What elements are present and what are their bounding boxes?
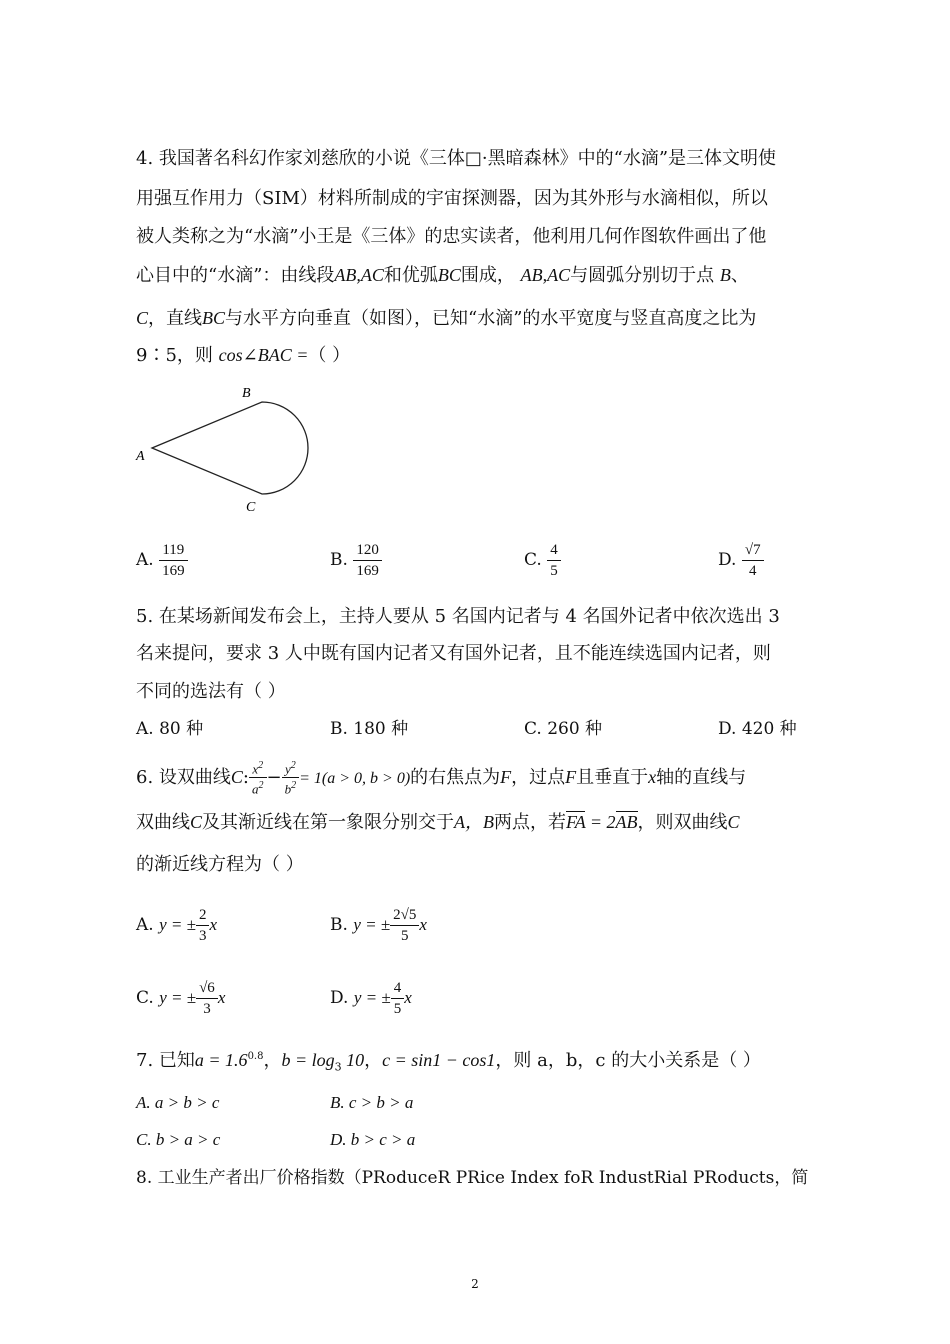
q7-a-exp: 0.8 — [247, 1051, 264, 1062]
q7-b-tail: 10 — [341, 1050, 365, 1070]
q6-option-a-pre: y = ± — [159, 915, 196, 934]
q4-option-c-den: 5 — [550, 563, 558, 579]
q4-line-2: 用强互作用力（SIM）材料所制成的宇宙探测器，因为其外形与水滴相似，所以 — [136, 188, 768, 209]
q7-option-d: D. b > c > a — [330, 1130, 416, 1149]
q6-option-a-den: 3 — [198, 928, 207, 944]
q6-prefix: 6. 设双曲线 — [136, 766, 231, 788]
q6-option-a-post: x — [209, 915, 217, 934]
q4-bc: BC — [437, 265, 461, 285]
q4-option-b-den: 169 — [356, 563, 379, 579]
q6-option-b-frac — [390, 905, 419, 946]
q6-option-d-num: 4 — [391, 978, 405, 999]
q4-option-d-den: 4 — [748, 563, 757, 579]
q7-line-1: 7. 已知$a = 1.6^{0.8}$，$b = \log_3 10$，c = sin1 − cos1，则 a，b，c 的大小关系是（ ） — [136, 1050, 761, 1074]
q6-curve-3: C — [727, 812, 740, 832]
q6-mid: 的右焦点为 — [410, 766, 501, 788]
q6-vector-ab: AB — [615, 812, 638, 832]
q6-eq2: = 2 — [585, 812, 616, 832]
q4-option-c-label: C. — [524, 550, 542, 570]
q5-line-3: 不同的选法有（ ） — [136, 681, 286, 702]
q5-option-a: A. 80 种 — [136, 719, 204, 739]
q4-ab-ac: AB,AC — [334, 265, 384, 285]
q7-option-c: C. b > a > c — [136, 1130, 221, 1149]
q5-line-1: 5. 在某场新闻发布会上，主持人要从 5 名国内记者与 4 名国外记者中依次选出 3 — [136, 606, 780, 627]
q6-x-frac: $\frac{x^2}{a^2}$ — [249, 758, 267, 798]
q4-point-b: B — [719, 265, 731, 285]
q6-option-c-pre: y = ± — [159, 988, 197, 1007]
q8-line-1: 8. 工业生产者出厂价格指数（PRoduceR PRice Index foR IndustRial PRoducts，简 — [136, 1168, 809, 1188]
q4-option-a — [136, 540, 188, 581]
q4-option-d-num: √7 — [742, 540, 764, 561]
q6-option-c-num: √6 — [196, 978, 218, 999]
q6-option-d-pre: y = ± — [353, 988, 391, 1007]
q6-line-2 — [136, 810, 740, 835]
q6-option-a-frac — [196, 905, 210, 946]
q6-f: F — [500, 766, 512, 787]
q4-line-4-text-c: 围成， — [460, 265, 515, 286]
q4-bc-2: BC — [202, 308, 226, 328]
q7-b-def: b = log — [281, 1050, 335, 1070]
q6-option-c-frac — [196, 978, 218, 1019]
figure-label-c: C — [246, 500, 256, 515]
q6-option-b-num: 2√5 — [390, 905, 419, 926]
q7-option-b: B. c > b > a — [330, 1093, 414, 1112]
q6-option-d — [330, 978, 412, 1019]
q6-option-b — [330, 905, 427, 946]
q6-option-c-label: C. — [136, 988, 154, 1008]
q6-line-3: 的渐近线方程为（ ） — [136, 854, 304, 875]
q4-blank: （ ） — [308, 345, 351, 366]
q6-line2b: 及其渐近线在第一象限分别交于 — [202, 812, 455, 833]
q6-option-a — [136, 905, 217, 946]
q4-option-d — [718, 540, 764, 581]
q4-line-5 — [136, 306, 756, 331]
q4-line-4-text: 心目中的“水滴”：由线段 — [136, 265, 335, 286]
q5-option-c: C. 260 种 — [524, 719, 603, 739]
q6-eq-tail: = 1(a > 0, b > 0) — [299, 769, 411, 787]
q6-option-c-den: 3 — [203, 1001, 211, 1017]
figure-label-b: B — [242, 386, 251, 401]
q4-option-b-frac — [353, 540, 382, 581]
q4-line-4-text-d: 与圆弧分别切于点 — [570, 265, 715, 286]
q7-prefix: 7. 已知 — [136, 1050, 195, 1071]
q6-option-b-pre: y = ± — [353, 915, 391, 934]
q4-line-6 — [136, 343, 350, 368]
q4-option-c — [524, 540, 561, 581]
q6-option-d-post: x — [404, 988, 412, 1007]
q7-c-def: c = sin1 − cos1 — [382, 1050, 496, 1070]
q4-option-d-frac — [742, 540, 764, 581]
q6-option-d-frac — [391, 978, 405, 1019]
q7-tail: ，则 a，b，c 的大小关系是（ ） — [495, 1050, 761, 1071]
q6-line2a: 双曲线 — [136, 812, 190, 833]
q6-y-frac: $\frac{y^2}{b^2}$ — [282, 758, 300, 798]
q4-option-d-label: D. — [718, 550, 737, 570]
q4-option-c-frac — [547, 540, 561, 581]
q7-b-sub: 3 — [334, 1060, 342, 1074]
q6-curve-2: C — [190, 812, 203, 832]
q4-option-c-num: 4 — [547, 540, 561, 561]
page-number: 2 — [471, 1277, 479, 1291]
q4-cos: cos∠BAC = — [218, 345, 309, 365]
q6-x: x — [648, 766, 657, 787]
q4-line-4-text-b: 和优弧 — [383, 265, 438, 286]
q4-option-a-frac — [159, 540, 188, 581]
figure-label-a: A — [136, 449, 145, 464]
q6-curve: C — [230, 766, 243, 787]
q6-vector-fa: FA — [566, 812, 586, 832]
q6-mid4: 轴的直线与 — [656, 766, 747, 788]
q6-mid3: 且垂直于 — [576, 766, 649, 788]
q6-option-b-post: x — [419, 915, 427, 934]
q4-line-3: 被人类称之为“水滴”小王是《三体》的忠实读者，他利用几何作图软件画出了他 — [136, 226, 767, 247]
q4-option-a-label: A. — [136, 550, 154, 570]
q4-line-5-text: ，直线 — [148, 308, 203, 329]
q6-option-b-den: 5 — [401, 928, 409, 944]
q6-option-c-post: x — [217, 988, 226, 1007]
q4-line-4 — [136, 263, 749, 288]
q6-option-a-label: A. — [136, 915, 154, 935]
q4-point-c: C — [136, 308, 149, 328]
q6-option-b-label: B. — [330, 915, 348, 935]
q4-line-1: 4. 我国著名科幻作家刘慈欣的小说《三体□·黑暗森林》中的“水滴”是三体文明使 — [136, 148, 777, 169]
q7-a-def: a = 1.6 — [194, 1050, 248, 1070]
q6-option-a-num: 2 — [196, 905, 210, 926]
q4-option-b — [330, 540, 382, 581]
q6-option-d-label: D. — [330, 988, 349, 1008]
q4-ratio: 9∶5，则 — [136, 345, 213, 366]
q6-mid2: ，过点 — [511, 766, 566, 788]
q5-option-d: D. 420 种 — [718, 719, 797, 739]
q5-line-2: 名来提问，要求 3 人中既有国内记者又有国外记者，且不能连续选国内记者，则 — [136, 643, 771, 664]
q4-option-b-label: B. — [330, 550, 348, 570]
q5-option-b: B. 180 种 — [330, 719, 409, 739]
q6-line2e: ，则双曲线 — [637, 812, 728, 833]
q6-line2d: 两点，若 — [494, 812, 567, 833]
q6-f-2: F — [565, 766, 577, 787]
q4-option-a-num: 119 — [159, 540, 188, 561]
q4-comma: 、 — [730, 265, 749, 286]
q4-option-b-num: 120 — [353, 540, 382, 561]
q6-option-d-den: 5 — [393, 1001, 402, 1017]
q4-ab-ac-2: AB,AC — [520, 265, 571, 285]
q7-option-a: A. a > b > c — [136, 1093, 220, 1112]
q4-line-5-text-b: 与水平方向垂直（如图），已知“水滴”的水平宽度与竖直高度之比为 — [225, 308, 757, 329]
q6-option-c — [136, 978, 225, 1019]
q6-line2c: A，B — [454, 812, 495, 832]
q6-line-1: 6. 设双曲线C: $\frac{x^2}{a^2}$ − $\frac{y^2}{b^2}$ = 1(a > 0, b > 0)的右焦点为F，过点F且垂直于x轴的直线与 — [136, 760, 747, 797]
water-drop-outline — [152, 402, 308, 494]
q4-option-a-den: 169 — [162, 563, 185, 579]
water-drop-figure — [130, 378, 330, 518]
